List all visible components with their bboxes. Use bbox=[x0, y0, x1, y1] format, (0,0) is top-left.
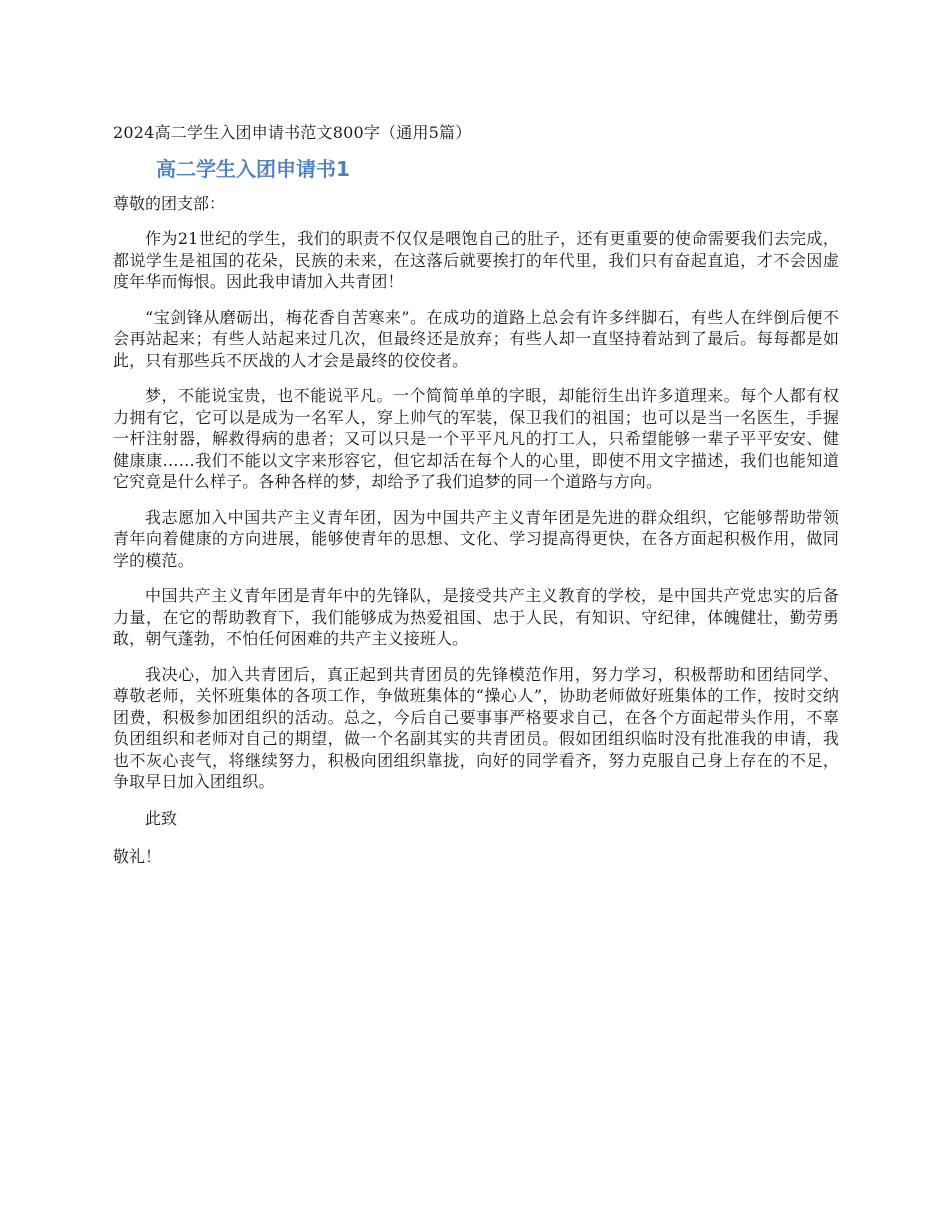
body-paragraph: 我志愿加入中国共产主义青年团，因为中国共产主义青年团是先进的群众组织，它能够帮助带领青年向着健康的方向进展，能够使青年的思想、文化、学习提高得更快，在各方面起积极作用，做同学的模范。 bbox=[113, 507, 839, 570]
document-title: 2024高二学生入团申请书范文800字（通用5篇） bbox=[113, 123, 472, 142]
section-heading: 高二学生入团申请书1 bbox=[156, 157, 350, 181]
body-paragraph: “宝剑锋从磨砺出，梅花香自苦寒来”。在成功的道路上总会有许多绊脚石，有些人在绊倒后便不会再站起来；有些人站起来过几次，但最终还是放弃；有些人却一直坚持着站到了最后。每每都是如此，只有那些兵不厌战的人才会是最终的佼佼者。 bbox=[113, 307, 839, 370]
body-paragraph: 中国共产主义青年团是青年中的先锋队，是接受共产主义教育的学校，是中国共产党忠实的后备力量，在它的帮助教育下，我们能够成为热爱祖国、忠于人民，有知识、守纪律，体魄健壮，勤劳勇敢，朝气蓬勃，不怕任何困难的共产主义接班人。 bbox=[113, 586, 839, 648]
body-paragraph: 梦，不能说宝贵，也不能说平凡。一个简简单单的字眼，却能衍生出许多道理来。每个人都有权力拥有它，它可以是成为一名军人，穿上帅气的军装，保卫我们的祖国；也可以是当一名医生，手握一杆注射器，解救得病的患者；又可以只是一个平平凡凡的打工人，只希望能够一辈子平平安安、健健康康……我们不能以文字来形容它，但它却活在每个人的心里，即使不用文字描述，我们也能知道它究竟是什么样子。各种各样的梦，却给予了我们追梦的同一个道路与方向。 bbox=[113, 386, 839, 491]
closing-line: 此致 bbox=[145, 808, 178, 828]
body-paragraph: 我决心，加入共青团后，真正起到共青团员的先锋模范作用，努力学习，积极帮助和团结同学、尊敬老师，关怀班集体的各项工作，争做班集体的“操心人”，协助老师做好班集体的工作，按时交纳团费，积极参加团组织的活动。总之，今后自己要事事严格要求自己，在各个方面起带头作用，不辜负团组织和老师对自己的期望，做一个名副其实的共青团员。假如团组织临时没有批准我的申请，我也不灰心丧气，将继续努力，积极向团组织靠拢，向好的同学看齐，努力克服自己身上存在的不足，争取早日加入团组织。 bbox=[113, 664, 839, 791]
document-page bbox=[113, 120, 839, 869]
body-paragraph: 作为21世纪的学生，我们的职责不仅仅是喂饱自己的肚子，还有更重要的使命需要我们去完成，都说学生是祖国的花朵，民族的未来，在这落后就要挨打的年代里，我们只有奋起直追，才不会因虚度年华而悔恨。因此我申请加入共青团！ bbox=[113, 229, 839, 291]
regards-line: 敬礼！ bbox=[113, 846, 162, 866]
salutation: 尊敬的团支部： bbox=[113, 194, 226, 213]
